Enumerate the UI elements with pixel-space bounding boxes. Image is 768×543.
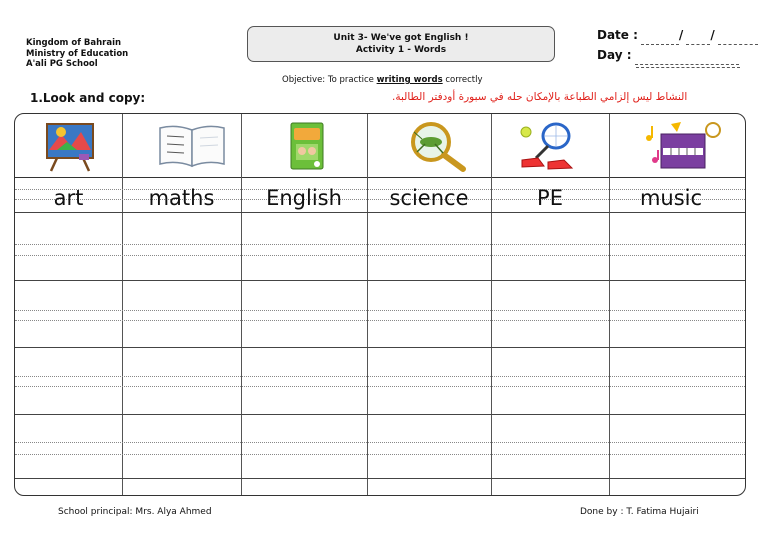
date-row: [597, 25, 758, 45]
objective-suffix: correctly: [442, 75, 483, 85]
magnifier-grasshopper-icon: [401, 118, 475, 173]
date-day-blank[interactable]: [641, 34, 679, 45]
word-science: science: [389, 186, 469, 210]
school-line-ministry: Ministry of Education: [26, 48, 129, 59]
guide-line-top: [15, 310, 745, 311]
footer-principal: School principal: Mrs. Alya Ahmed: [58, 507, 212, 517]
day-label: Day :: [597, 48, 632, 62]
column-divider: [122, 177, 123, 495]
school-info: [26, 38, 128, 70]
activity-title: Activity 1 - Words: [355, 45, 447, 55]
date-separator-1: /: [678, 28, 684, 42]
guide-line-mid: [15, 255, 745, 256]
date-day-block: [597, 25, 758, 68]
column-divider: [241, 177, 242, 495]
guide-line-top: [15, 442, 745, 443]
base-line: [15, 212, 745, 213]
guide-line-mid: [15, 454, 745, 455]
column-divider: [122, 114, 123, 177]
guide-line-top: [15, 376, 745, 377]
word-pe: PE: [537, 186, 563, 210]
instruction: 1.Look and copy:: [30, 91, 146, 105]
guide-line-mid: [15, 386, 745, 387]
date-month-blank[interactable]: [686, 34, 710, 45]
date-separator-2: /: [710, 28, 715, 42]
guide-line-mid: [15, 320, 745, 321]
piano-music-icon: [639, 118, 723, 173]
easel-painting-icon: [39, 118, 101, 173]
day-row: [597, 45, 758, 65]
word-art: art: [53, 186, 84, 210]
date-year-blank[interactable]: [718, 34, 758, 45]
column-divider: [241, 114, 242, 177]
unit-title: Unit 3- We've got English !: [333, 33, 469, 43]
objective-emphasis: writing words: [376, 75, 443, 85]
family-friends-book-icon: [277, 118, 337, 173]
column-divider: [367, 114, 368, 177]
school-line-kingdom: Kingdom of Bahrain: [26, 38, 122, 48]
objective: [282, 75, 483, 85]
school-line-school: A'ali PG School: [26, 59, 98, 69]
objective-prefix: Objective: To practice: [282, 75, 377, 85]
column-divider: [609, 114, 610, 177]
word-maths: maths: [148, 186, 215, 210]
date-label: Date :: [597, 28, 638, 42]
guide-line-top: [15, 244, 745, 245]
column-divider: [367, 177, 368, 495]
day-blank[interactable]: [635, 54, 739, 65]
word-music: music: [639, 186, 703, 210]
arabic-note: النشاط ليس إلزامي الطباعة بالإمكان حله في سبورة أودفتر الطالبة.: [392, 91, 688, 103]
worksheet-grid: [14, 113, 746, 496]
picture-row: [15, 114, 745, 178]
column-divider: [491, 177, 492, 495]
word-english: English: [266, 186, 342, 210]
day-blank-extra[interactable]: [636, 65, 740, 68]
footer-done-by: Done by : T. Fatima Hujairi: [580, 507, 699, 517]
base-line: [15, 347, 745, 348]
base-line: [15, 280, 745, 281]
racket-sneakers-icon: [513, 118, 585, 173]
base-line: [15, 478, 745, 479]
unit-title-box: [247, 26, 555, 62]
column-divider: [491, 114, 492, 177]
base-line: [15, 414, 745, 415]
column-divider: [609, 177, 610, 495]
open-notebook-icon: [152, 118, 232, 173]
